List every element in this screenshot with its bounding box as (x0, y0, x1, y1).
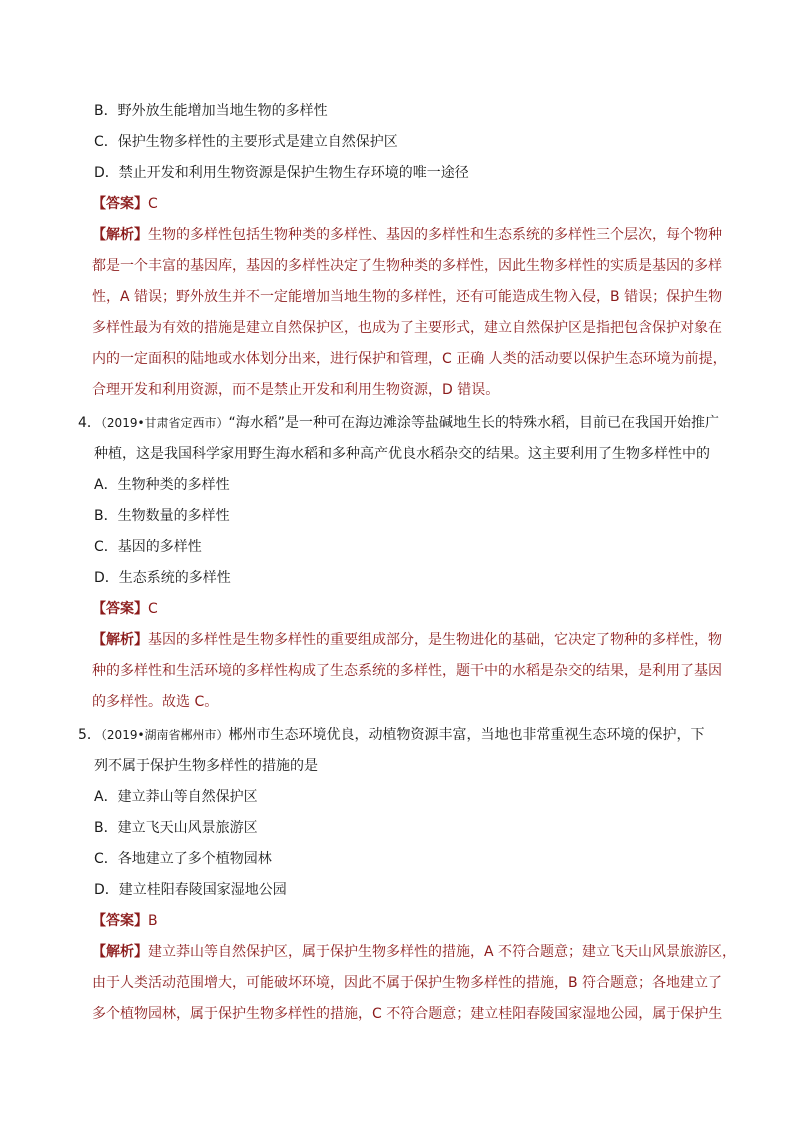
q3-explanation-line: 性，A 错误；野外放生并不一定能增加当地生物的多样性，还有可能造成生物入侵，B 错误；保护生物 (92, 289, 723, 305)
q3-option-b: B．野外放生能增加当地生物的多样性 (94, 103, 328, 119)
question-text: “海水稻”是一种可在海边滩涂等盐碱地生长的特殊水稻，目前已在我国开始推广 (228, 415, 720, 431)
q3-option-d: D．禁止开发和利用生物资源是保护生物生存环境的唯一途径 (94, 165, 469, 181)
answer-tag: 【答案】 (92, 601, 148, 617)
q5-option-a: A．建立莽山等自然保护区 (94, 789, 258, 805)
answer-value: C (148, 601, 158, 617)
q5-option-b: B．建立飞天山风景旅游区 (94, 820, 258, 836)
question-number: 4． (78, 415, 101, 431)
q4-explanation-line: 的多样性。故选 C。 (92, 694, 219, 710)
q5-explanation-line: 多个植物园林，属于保护生物多样性的措施，C 不符合题意；建立桂阳春陵国家湿地公园，属于保护生 (92, 1006, 723, 1022)
q4-explanation-line: 种的多样性和生活环境的多样性构成了生态系统的多样性，题干中的水稻是杂交的结果，是利用了基因 (92, 663, 722, 679)
q3-explanation-line: 内的一定面积的陆地或水体划分出来，进行保护和管理，C 正确 人类的活动要以保护生态环境为前提， (92, 351, 727, 367)
answer-tag: 【答案】 (92, 913, 148, 929)
answer-tag: 【答案】 (92, 196, 148, 212)
q3-answer (92, 194, 158, 214)
q4-option-d: D．生态系统的多样性 (94, 570, 231, 586)
q3-explanation-line: 合理开发和利用资源，而不是禁止开发和利用生物资源，D 错误。 (92, 382, 500, 398)
question-number: 5． (78, 727, 101, 743)
q4-explanation-line (92, 630, 722, 650)
q5-explanation-line (92, 942, 736, 962)
explanation-text: 生物的多样性包括生物种类的多样性、基因的多样性和生态系统的多样性三个层次，每个物种 (148, 227, 722, 243)
q3-explanation-line: 多样性最为有效的措施是建立自然保护区，也成为了主要形式，建立自然保护区是指把包含保护对象在 (92, 320, 722, 336)
question-text: 郴州市生态环境优良，动植物资源丰富，当地也非常重视生态环境的保护，下 (228, 727, 705, 743)
q4-option-c: C．基因的多样性 (94, 539, 202, 555)
q4-stem-cont: 种植，这是我国科学家用野生海水稻和多种高产优良水稻杂交的结果。这主要利用了生物多样性中的 (94, 446, 710, 462)
explanation-tag: 【解析】 (92, 632, 148, 648)
explanation-text: 建立莽山等自然保护区，属于保护生物多样性的措施，A 不符合题意；建立飞天山风景旅游区， (148, 944, 737, 960)
q4-option-b: B．生物数量的多样性 (94, 508, 230, 524)
q5-answer (92, 911, 158, 931)
q3-explanation-line (92, 225, 722, 245)
explanation-text: 基因的多样性是生物多样性的重要组成部分，是生物进化的基础，它决定了物种的多样性，物 (148, 632, 722, 648)
question-source: （2019•甘肃省定西市） (100, 416, 229, 430)
q5-option-d: D．建立桂阳春陵国家湿地公园 (94, 882, 287, 898)
q5-stem (78, 725, 705, 745)
q3-option-c: C．保护生物多样性的主要形式是建立自然保护区 (94, 134, 398, 150)
q5-stem-cont: 列不属于保护生物多样性的措施的是 (94, 758, 318, 774)
answer-value: C (148, 196, 158, 212)
q3-explanation-line: 都是一个丰富的基因库，基因的多样性决定了生物种类的多样性，因此生物多样性的实质是基因的多样 (92, 258, 722, 274)
explanation-tag: 【解析】 (92, 227, 148, 243)
q5-explanation-line: 由于人类活动范围增大，可能破坏环境，因此不属于保护生物多样性的措施，B 符合题意；各地建立了 (92, 975, 723, 991)
q4-answer (92, 599, 158, 619)
question-source: （2019•湖南省郴州市） (100, 728, 229, 742)
answer-value: B (148, 913, 158, 929)
explanation-tag: 【解析】 (92, 944, 148, 960)
q4-stem (78, 413, 719, 433)
q5-option-c: C．各地建立了多个植物园林 (94, 851, 272, 867)
q4-option-a: A．生物种类的多样性 (94, 477, 230, 493)
